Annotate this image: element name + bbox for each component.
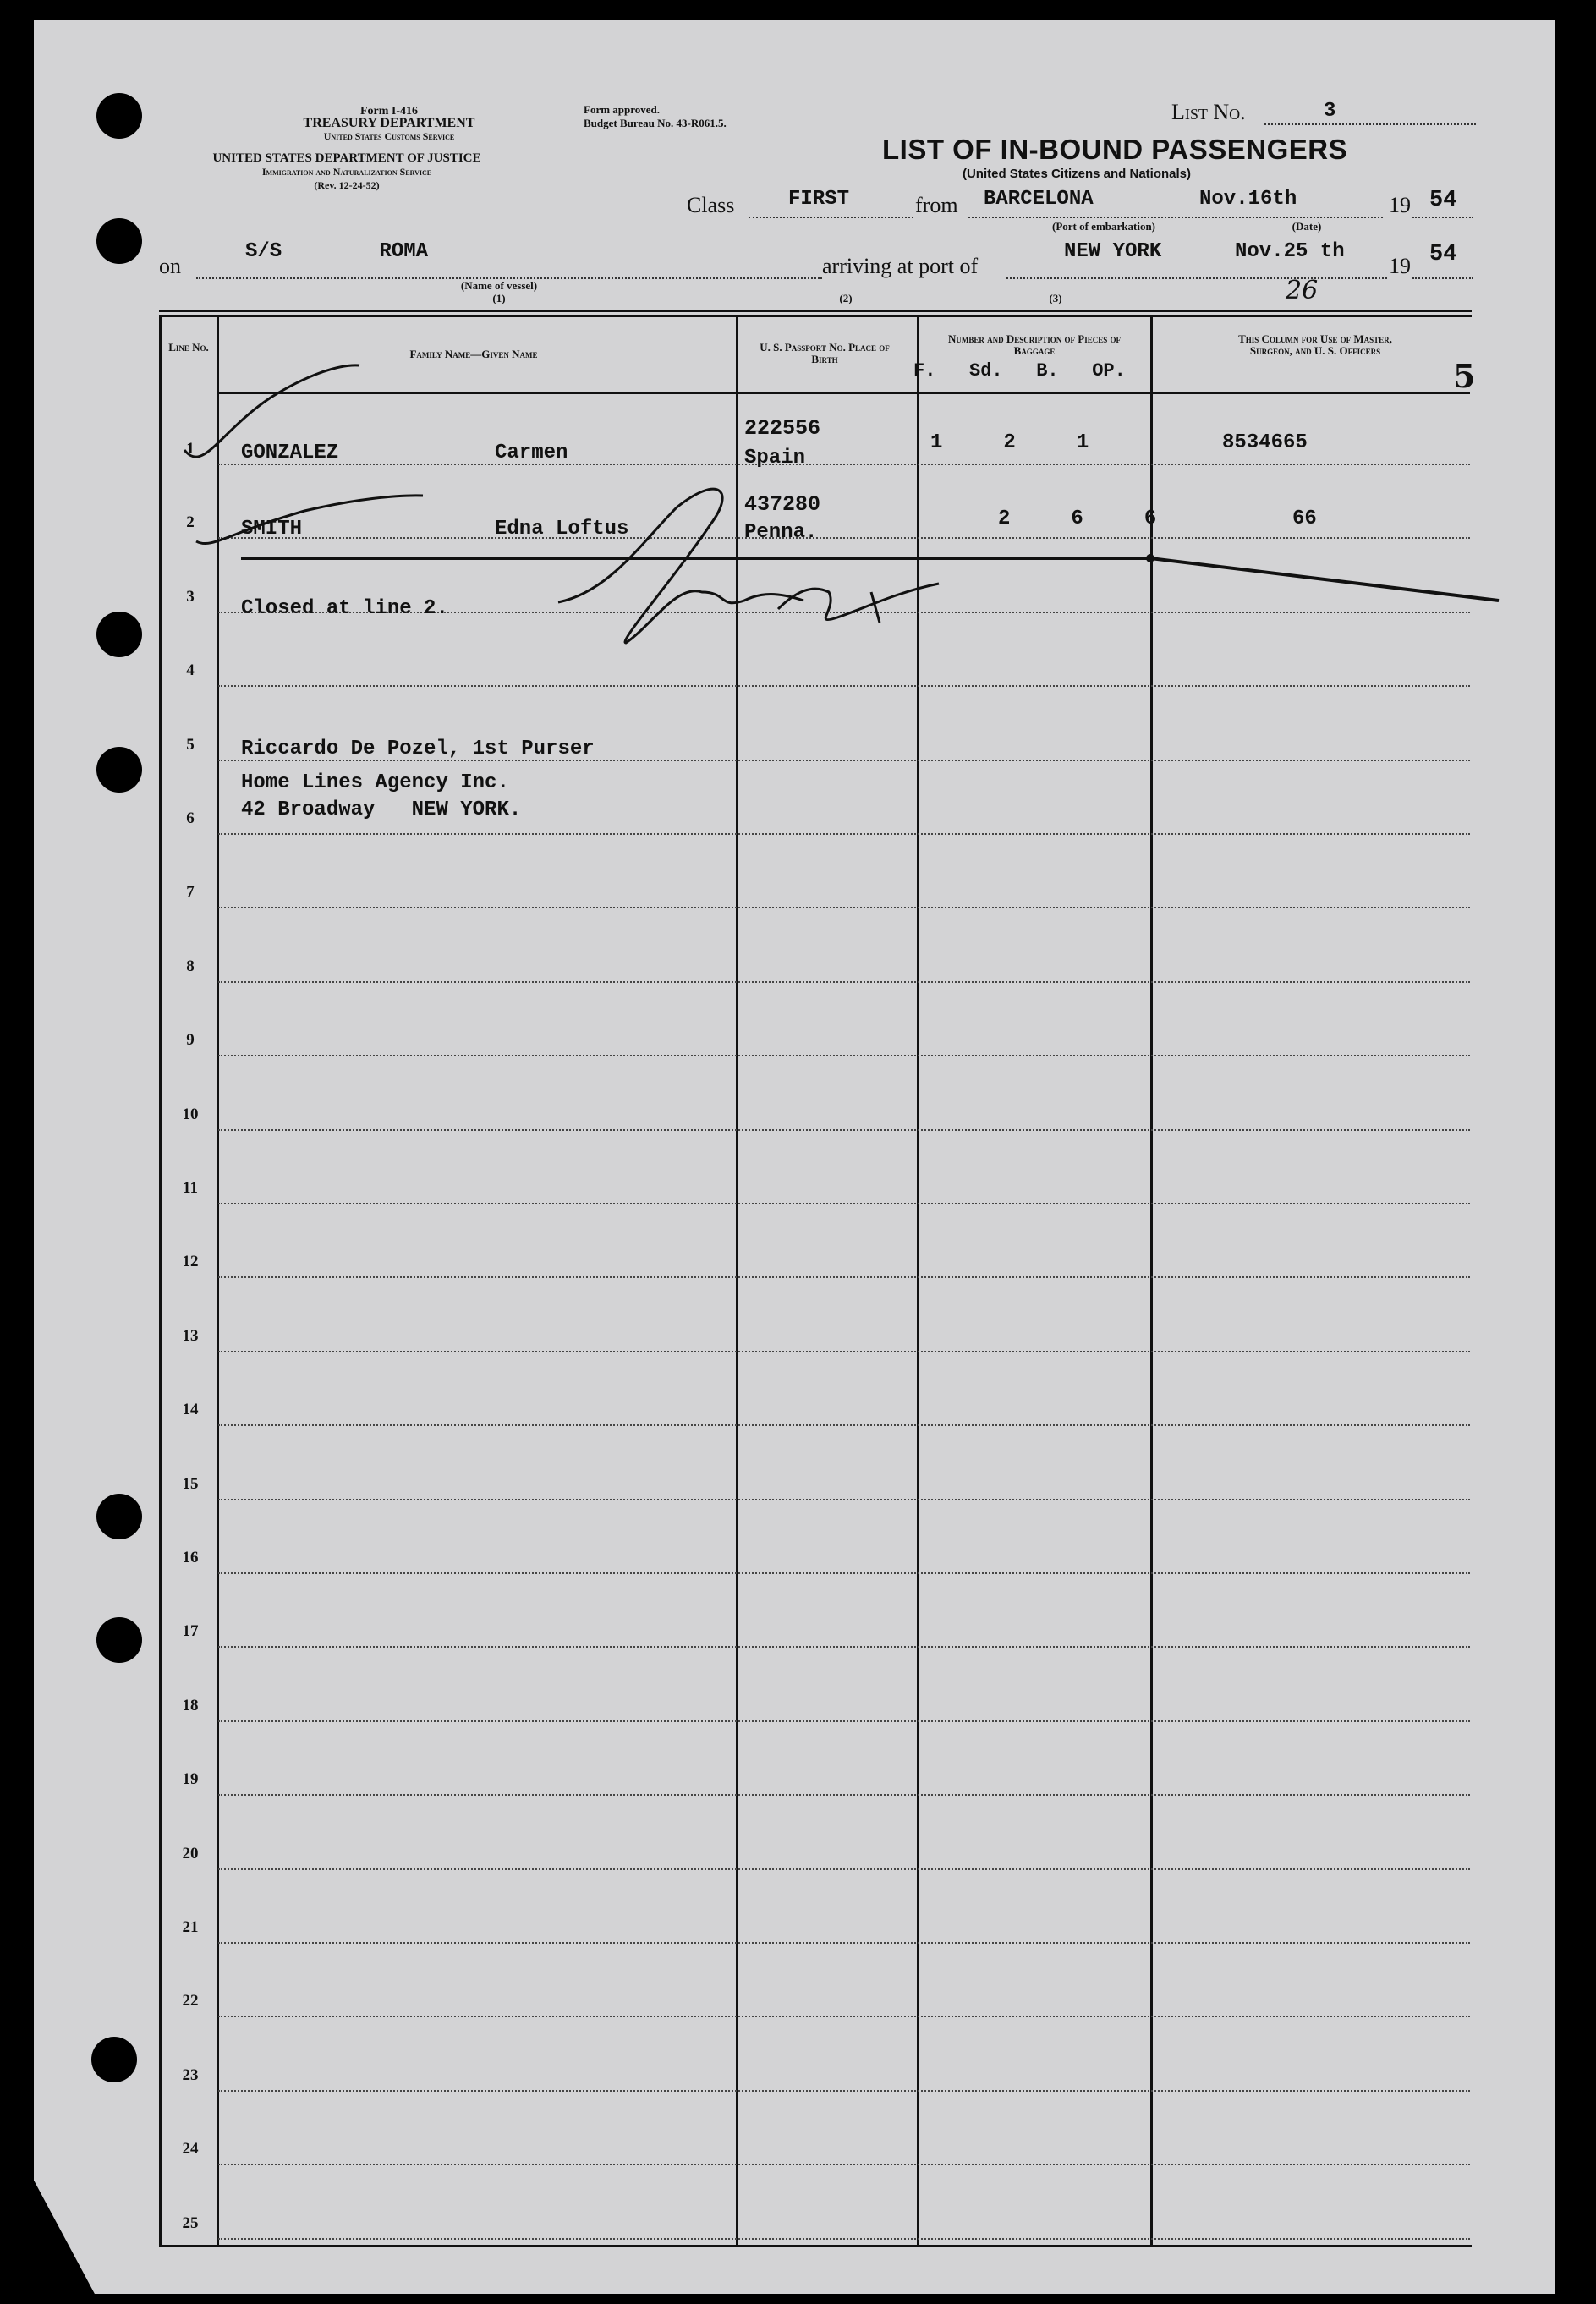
column-number-2: (2) xyxy=(839,292,853,304)
row-1-passport: 222556 xyxy=(744,416,821,441)
row-1-officer: 8534665 xyxy=(1222,431,1308,454)
row-number: 15 xyxy=(182,1474,199,1493)
row-1-baggage: 1 2 1 xyxy=(930,431,1089,454)
list-no-value: 3 xyxy=(1324,100,1336,123)
class-value: FIRST xyxy=(788,188,850,211)
on-label: on xyxy=(159,254,181,278)
column-header-officers: This Column for Use of Master, Surgeon, and U. S. Officers xyxy=(1238,332,1392,357)
column-header-baggage: Number and Description of Pieces of Baggage xyxy=(948,332,1121,357)
signature xyxy=(558,489,939,643)
row-2-family: SMITH xyxy=(241,518,303,540)
row-number: 13 xyxy=(182,1326,199,1345)
row-2-baggage: 2 6 6 xyxy=(998,507,1157,530)
port-arrival: NEW YORK xyxy=(1064,240,1162,263)
row-2-birth: Penna. xyxy=(744,521,818,544)
year-2: 54 xyxy=(1429,242,1457,267)
year-1: 54 xyxy=(1429,188,1457,213)
margin-mark: 5 xyxy=(1453,357,1476,395)
row-number: 7 xyxy=(186,883,195,902)
row-number: 9 xyxy=(186,1031,195,1050)
row-number: 25 xyxy=(182,2213,199,2232)
budget-label: Budget Bureau No. 43-R061.5. xyxy=(584,117,727,129)
port-embarkation: BARCELONA xyxy=(984,188,1094,211)
form-id: Form I-416 xyxy=(359,105,419,118)
port-embark-caption: (Port of embarkation) xyxy=(1051,220,1156,233)
row-2-passport: 437280 xyxy=(744,492,821,517)
class-label: Class xyxy=(687,193,735,217)
row-number: 14 xyxy=(182,1401,199,1419)
row-number: 8 xyxy=(186,957,195,975)
arriving-label: arriving at port of xyxy=(822,254,979,278)
check-mark-row-1 xyxy=(184,365,359,457)
check-mark-row-2 xyxy=(196,496,423,544)
row-number: 4 xyxy=(186,661,195,680)
ins-label: Immigration and Naturalization Service xyxy=(261,166,432,178)
embarkation-date: Nov.16th xyxy=(1199,188,1297,211)
row-number: 24 xyxy=(182,2140,199,2159)
row-1-family: GONZALEZ xyxy=(241,442,339,464)
row-number: 11 xyxy=(183,1179,198,1197)
row-1-birth: Spain xyxy=(744,447,806,469)
vessel-number: (1) xyxy=(492,292,506,304)
revision-label: (Rev. 12-24-52) xyxy=(314,179,380,191)
row-2-officer: 66 xyxy=(1292,507,1317,530)
year-prefix-1: 19 xyxy=(1389,193,1411,217)
agency-line: Home Lines Agency Inc. xyxy=(241,771,509,794)
column-header-line: Line No. xyxy=(168,341,209,354)
row-2-given: Edna Loftus xyxy=(495,518,629,540)
row-number: 20 xyxy=(182,1844,199,1862)
from-label: from xyxy=(915,193,958,217)
column-header-name: Family Name—Given Name xyxy=(409,348,538,360)
page-title: LIST OF IN-BOUND PASSENGERS xyxy=(882,134,1348,165)
row-number: 2 xyxy=(186,513,195,532)
row-number: 10 xyxy=(182,1105,199,1123)
purser-line: Riccardo De Pozel, 1st Purser xyxy=(241,738,595,760)
row-number: 12 xyxy=(182,1253,199,1271)
row-number: 22 xyxy=(182,1992,199,2011)
justice-label: UNITED STATES DEPARTMENT OF JUSTICE xyxy=(212,151,481,165)
row-number: 17 xyxy=(182,1622,199,1641)
row-number: 21 xyxy=(182,1918,199,1936)
column-header-baggage-sub: F. Sd. B. OP. xyxy=(913,360,1126,381)
row-number: 1 xyxy=(186,440,195,458)
approval-label: Form approved. xyxy=(584,103,661,116)
address-line: 42 Broadway NEW YORK. xyxy=(241,798,522,821)
row-number: 6 xyxy=(186,809,195,827)
closed-note: Closed at line 2. xyxy=(241,597,448,620)
treasury-label: TREASURY DEPARTMENT xyxy=(303,116,475,130)
list-no-label: List No. xyxy=(1171,100,1246,124)
page-subtitle: (United States Citizens and Nationals) xyxy=(962,167,1192,181)
row-number: 3 xyxy=(186,587,195,606)
column-number-3: (3) xyxy=(1049,292,1062,304)
row-number: 19 xyxy=(182,1770,199,1789)
row-number: 5 xyxy=(186,735,195,754)
arrival-date: Nov.25 th xyxy=(1235,240,1345,263)
row-number: 23 xyxy=(182,2065,199,2084)
year-prefix-2: 19 xyxy=(1389,254,1411,278)
column-header-passport: U. S. Passport No. Place of Birth xyxy=(760,341,890,365)
date-correction: 26 xyxy=(1286,276,1319,305)
customs-label: United States Customs Service xyxy=(323,130,455,142)
row-number: 18 xyxy=(182,1696,199,1714)
date-caption: (Date) xyxy=(1292,220,1322,233)
vessel-name: S/S ROMA xyxy=(245,240,429,263)
vessel-caption: (Name of vessel) xyxy=(460,279,538,292)
row-number: 16 xyxy=(182,1549,199,1566)
row-1-given: Carmen xyxy=(495,442,568,464)
